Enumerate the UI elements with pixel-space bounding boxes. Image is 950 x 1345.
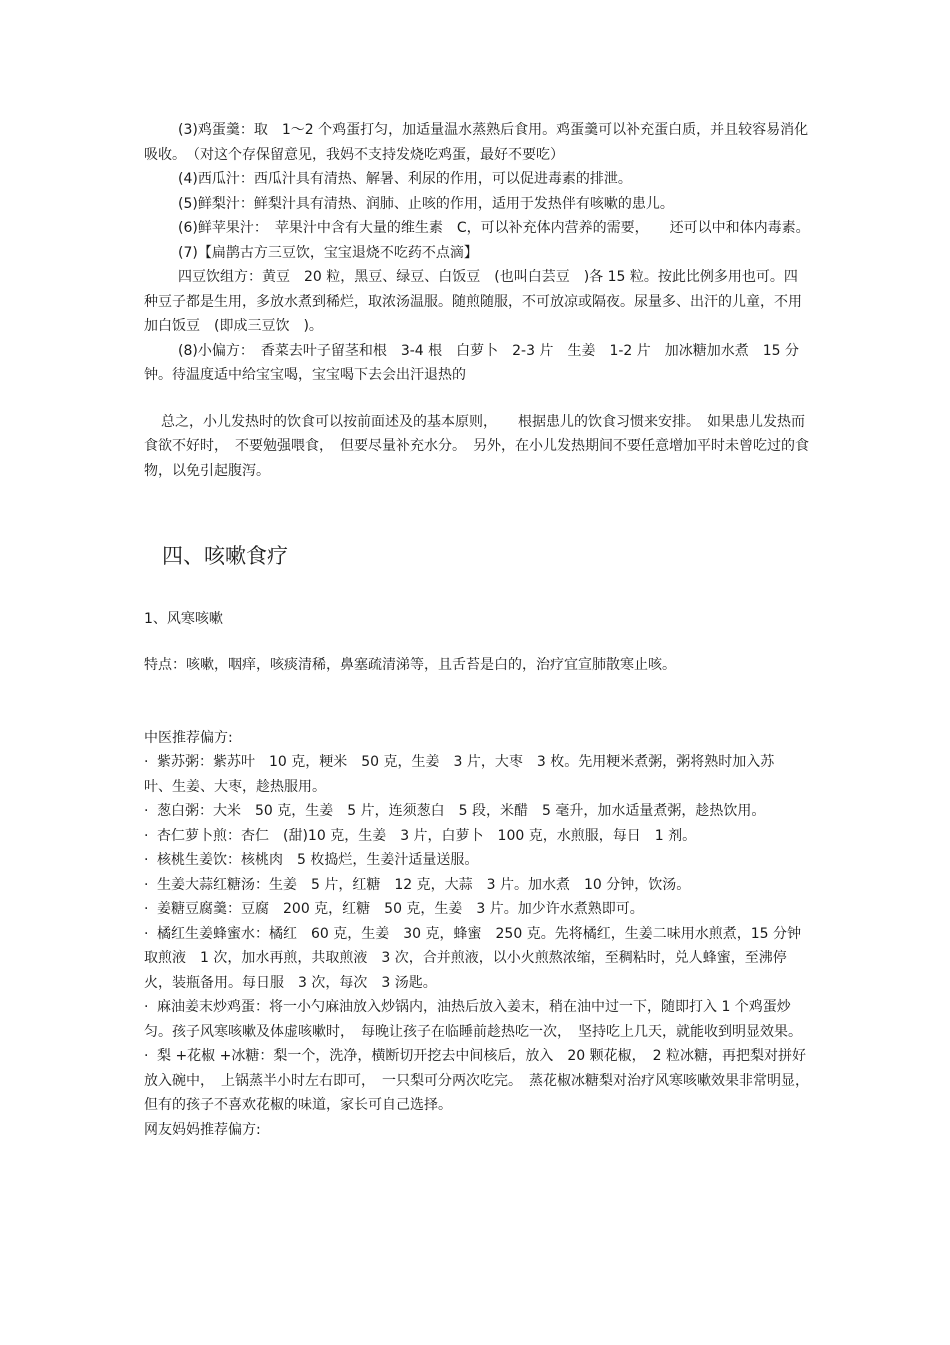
remedy-text: 葱白粥：大米 50 克，生姜 5 片，连须葱白 5 段，米醋 5 毫升，加水适量煮粥，趁热饮用。: [157, 803, 766, 819]
paragraph-apple-juice: (6)鲜苹果汁： 苹果汁中含有大量的维生素 C，可以补充体内营养的需要， 还可以中和体内毒素。: [178, 220, 810, 236]
spacer: [144, 571, 810, 607]
list-item: [144, 873, 810, 898]
paragraph-watermelon-juice: (4)西瓜汁：西瓜汁具有清热、解暑、利尿的作用，可以促进毒素的排泄。: [178, 171, 632, 187]
list-item: [144, 824, 810, 849]
paragraph-four-bean-recipe: 四豆饮组方：黄豆 20 粒，黑豆、绿豆、白饭豆 (也叫白芸豆 )各 15 粒。按此比例多用也可。四种豆子都是生用，多放水煮到稀烂，取浓汤温服。随煎随服，不可放凉或隔夜。尿量多、出汗的儿童，不用加白饭豆 (即成三豆饮 )。: [144, 269, 802, 334]
spacer: [144, 519, 810, 541]
spacer: [144, 388, 810, 410]
netizen-heading: 网友妈妈推荐偏方:: [144, 1121, 261, 1138]
spacer: [144, 483, 810, 519]
bullet-icon: ·: [144, 803, 149, 819]
section-title: 四、咳嗽食疗: [162, 544, 288, 568]
bullet-icon: ·: [144, 925, 149, 942]
bullet-icon: ·: [144, 901, 149, 917]
spacer: [144, 631, 810, 653]
list-item: [144, 897, 810, 922]
paragraph-small-remedy: (8)小偏方： 香菜去叶子留茎和根 3-4 根 白萝卜 2-3 片 生姜 1-2 片 加冰糖加水煮 15 分钟。待温度适中给宝宝喝，宝宝喝下去会出汗退热的: [144, 342, 800, 383]
list-item: [144, 1044, 810, 1118]
remedy-text: 麻油姜末炒鸡蛋：将一小勺麻油放入炒锅内，油热后放入姜末，稍在油中过一下，随即打入 1 个鸡蛋炒匀。孩子风寒咳嗽及体虚咳嗽时， 每晚让孩子在临睡前趁热吃一次， 坚持吃上几天，就能收到明显效果。: [144, 999, 802, 1040]
document-content: [144, 118, 810, 1142]
remedy-text: 核桃生姜饮：核桃肉 5 枚捣烂，生姜汁适量送服。: [157, 852, 479, 868]
paragraph-summary: 总之，小儿发热时的饮食可以按前面述及的基本原则， 根据患儿的饮食习惯来安排。 如果患儿发热而食欲不好时， 不要勉强喂食， 但要尽量补充水分。 另外，在小儿发热期间不要任意增加平时未曾吃过的食物，以免引起腹泻。: [144, 413, 809, 479]
paragraph-features: 特点：咳嗽，咽痒，咳痰清稀，鼻塞疏清涕等，且舌苔是白的，治疗宜宣肺散寒止咳。: [144, 657, 676, 673]
remedy-text: 生姜大蒜红糖汤：生姜 5 片，红糖 12 克，大蒜 3 片。加水煮 10 分钟，饮汤。: [157, 876, 691, 893]
paragraph-three-bean-drink-title: (7)【扁鹊古方三豆饮，宝宝退烧不吃药不点滴】: [178, 244, 478, 261]
bullet-icon: ·: [144, 999, 149, 1015]
spacer: [144, 678, 810, 714]
remedy-text: 紫苏粥：紫苏叶 10 克，粳米 50 克，生姜 3 片，大枣 3 枚。先用粳米煮粥，粥将熟时加入苏 叶、生姜、大枣，趁热服用。: [144, 754, 789, 795]
bullet-icon: ·: [144, 852, 149, 868]
remedy-text: 梨 +花椒 +冰糖：梨一个，洗净，横断切开挖去中间核后，放入 20 颗花椒， 2 粒冰糖，再把梨对拼好放入碗中， 上锅蒸半小时左右即可， 一只梨可分两次吃完。 蒸花椒冰糖梨对治疗风寒咳嗽效果非常明显，但有的孩子不喜欢花椒的味道，家长可自己选择。: [144, 1048, 809, 1113]
paragraph-egg-custard: (3)鸡蛋羹：取 1～2 个鸡蛋打匀，加适量温水蒸熟后食用。鸡蛋羹可以补充蛋白质，并且较容易消化吸收。 （对这个存保留意见，我妈不支持发烧吃鸡蛋，最好不要吃）: [144, 122, 809, 163]
list-item: [144, 799, 810, 824]
bullet-icon: ·: [144, 754, 149, 770]
tcm-heading: 中医推荐偏方:: [144, 729, 233, 746]
bullet-icon: ·: [144, 1048, 149, 1064]
paragraph-pear-juice: (5)鲜梨汁：鲜梨汁具有清热、润肺、止咳的作用，适用于发热伴有咳嗽的患儿。: [178, 195, 674, 212]
bullet-icon: ·: [144, 876, 149, 893]
subsection-title: 1、风寒咳嗽: [144, 611, 223, 627]
remedy-text: 姜糖豆腐羹：豆腐 200 克，红糖 50 克，生姜 3 片。加少许水煮熟即可。: [157, 901, 644, 917]
list-item: [144, 995, 810, 1044]
remedy-text: 橘红生姜蜂蜜水：橘红 60 克，生姜 30 克，蜂蜜 250 克。先将橘红，生姜二味用水煎煮，15 分钟取煎液 1 次，加水再煎，共取煎液 3 次，合并煎液，以小火煎熬浓缩，至稠粘时，兑人蜂蜜，至沸停火，装瓶备用。每日服 3 次，每次 3 汤匙。: [144, 925, 801, 991]
list-item: [144, 750, 810, 799]
bullet-icon: ·: [144, 827, 149, 844]
list-item: [144, 848, 810, 873]
remedy-text: 杏仁萝卜煎：杏仁 (甜)10 克，生姜 3 片，白萝卜 100 克，水煎服，每日 1 剂。: [157, 827, 697, 844]
remedy-list: [144, 750, 810, 1118]
spacer: [144, 714, 810, 726]
list-item: [144, 922, 810, 996]
